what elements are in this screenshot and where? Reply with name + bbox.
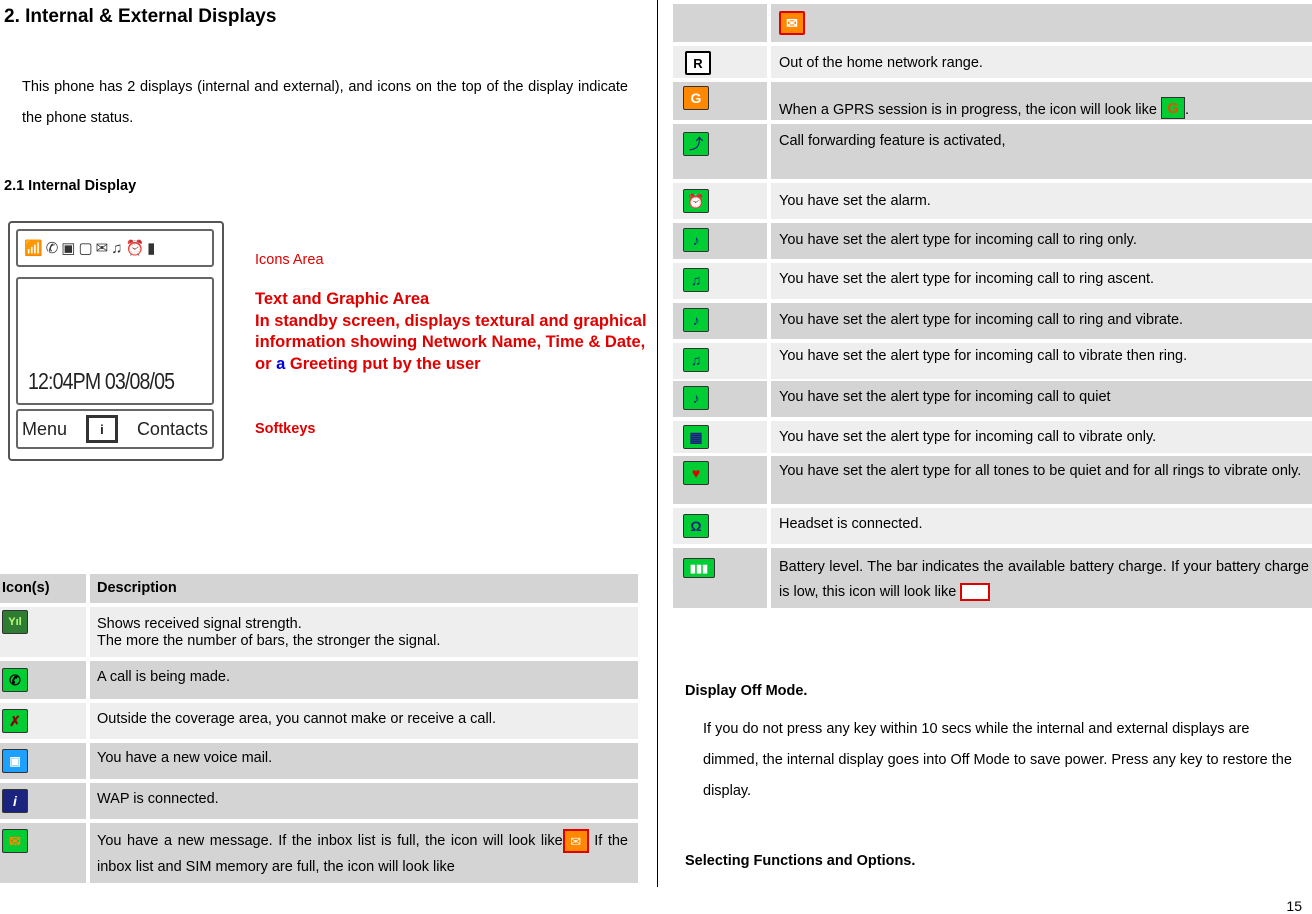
row-desc: You have set the alert type for incoming call to ring and vibrate.	[779, 312, 1184, 328]
row-desc: You have a new voice mail.	[97, 750, 273, 766]
col-icon-header: Icon(s)	[2, 580, 50, 596]
alarm-icon: ⏰	[125, 240, 145, 257]
softkey-menu[interactable]: Menu	[22, 418, 68, 439]
text-area-a: a	[276, 354, 286, 373]
table-row	[673, 421, 767, 453]
wap-icon: i	[2, 789, 28, 813]
battery-low-icon	[960, 583, 990, 601]
table-row	[673, 82, 767, 120]
page-title: 2. Internal & External Displays	[4, 6, 277, 27]
ring-ascent-icon: ♫	[683, 268, 709, 292]
table-row	[771, 456, 1312, 504]
roaming-icon: R	[685, 51, 711, 75]
clock-date: 12:04PM 03/08/05	[28, 368, 175, 394]
box-icon: ▢	[78, 240, 93, 257]
softkey-contacts[interactable]: Contacts	[136, 418, 208, 439]
inbox-full-icon: ✉	[563, 829, 589, 853]
icons-area	[16, 229, 214, 267]
table-row	[90, 703, 638, 739]
phone-display-illustration	[8, 221, 224, 461]
row-desc	[779, 555, 1309, 605]
no-service-icon: ✗	[2, 709, 28, 733]
gprs-icon: G	[683, 86, 709, 110]
display-off-heading: Display Off Mode.	[685, 683, 808, 699]
table-row	[771, 223, 1312, 259]
table-row	[771, 82, 1312, 120]
table-row	[673, 124, 767, 179]
table-row	[771, 124, 1312, 179]
text-area-desc-end: Greeting put by the user	[285, 354, 481, 373]
battery-icon: ▮	[147, 240, 156, 257]
info-softkey-icon[interactable]: i	[86, 415, 118, 443]
softkeys-label: Softkeys	[255, 421, 316, 437]
quiet-icon: ♪	[683, 386, 709, 410]
table-row	[0, 743, 86, 779]
row-desc-part2: If the inbox list and SIM memory are full, the icon will look like	[97, 833, 628, 875]
row-desc: You have set the alarm.	[779, 193, 931, 209]
selecting-heading: Selecting Functions and Options.	[685, 853, 916, 869]
table-row	[771, 508, 1312, 544]
row-desc: Outside the coverage area, you cannot make or receive a call.	[97, 711, 496, 727]
text-graphic-area	[16, 277, 214, 405]
table-row	[673, 456, 767, 504]
row-desc: Out of the home network range.	[779, 55, 983, 71]
voicemail-icon: ▣	[61, 240, 76, 257]
row-desc-text: Battery level. The bar indicates the available battery charge. If your battery charge is low, this icon will look like	[779, 559, 1309, 600]
alarm-icon: ⏰	[683, 189, 709, 213]
inbox-full-icon: ✉	[779, 11, 805, 35]
message-icon: ✉	[95, 240, 109, 257]
call-icon: ✆	[45, 240, 59, 257]
text-area-label	[255, 289, 650, 375]
row-desc-end: .	[1185, 102, 1190, 118]
text-area-desc: In standby screen, displays textural and graphical information showing Network Name, Time & Date, or	[255, 311, 647, 373]
message-icon: ✉	[2, 829, 28, 853]
table-row	[673, 183, 767, 219]
call-forward-icon: ⤴	[683, 132, 709, 156]
page-number: 15	[1286, 898, 1302, 914]
table-row	[0, 661, 86, 699]
table-row	[673, 548, 767, 608]
table-row	[771, 381, 1312, 417]
ring-icon: ♫	[111, 239, 123, 257]
section-heading: 2.1 Internal Display	[4, 178, 137, 194]
table-row	[0, 703, 86, 739]
row-desc: You have set the alert type for incoming call to vibrate then ring.	[779, 348, 1188, 364]
row-desc-line2: The more the number of bars, the stronger the signal.	[97, 633, 441, 649]
row-desc: You have set the alert type for incoming call to ring ascent.	[779, 271, 1155, 287]
table-row	[673, 508, 767, 544]
row-desc: Call forwarding feature is activated,	[779, 133, 1006, 149]
table-row	[673, 263, 767, 299]
table-row	[90, 607, 638, 657]
table-row	[673, 223, 767, 259]
row-desc: A call is being made.	[97, 669, 230, 685]
table-row	[771, 421, 1312, 453]
table-row	[673, 303, 767, 339]
table-row	[673, 381, 767, 417]
signal-icon: 📶	[24, 240, 43, 257]
table-row	[0, 783, 86, 819]
row-desc: You have set the alert type for incoming call to ring only.	[779, 232, 1137, 248]
table-row	[90, 783, 638, 819]
headset-icon: Ω	[683, 514, 709, 538]
row-desc: Headset is connected.	[779, 516, 923, 532]
row-desc: You have set the alert type for all tones to be quiet and for all rings to vibrate only.	[779, 463, 1302, 479]
battery-icon: ▮▮▮	[683, 558, 715, 578]
table-row	[771, 4, 1312, 42]
vibrate-icon: ▦	[683, 425, 709, 449]
text-area-title: Text and Graphic Area	[255, 290, 430, 308]
icons-area-label: Icons Area	[255, 252, 324, 268]
vibrate-ring-icon: ♫	[683, 348, 709, 372]
table-row	[0, 607, 86, 657]
table-row	[771, 548, 1312, 608]
row-desc: WAP is connected.	[97, 791, 219, 807]
col-desc-header: Description	[97, 580, 177, 596]
table-row	[673, 4, 767, 42]
gprs-active-icon: G	[1161, 97, 1185, 119]
row-desc	[97, 616, 440, 650]
row-desc	[779, 97, 1189, 119]
row-desc-line1: Shows received signal strength.	[97, 616, 302, 632]
call-icon: ✆	[2, 668, 28, 692]
row-desc-text: When a GPRS session is in progress, the icon will look like	[779, 102, 1157, 118]
table-row	[673, 46, 767, 78]
table-row	[673, 343, 767, 379]
table-header-cell	[90, 574, 638, 603]
table-row	[771, 263, 1312, 299]
table-row	[771, 303, 1312, 339]
row-desc-part1: You have a new message. If the inbox list is full, the icon will look like	[97, 833, 563, 849]
column-divider	[657, 0, 658, 887]
table-row	[90, 823, 638, 883]
table-row	[771, 46, 1312, 78]
row-desc: You have set the alert type for incoming call to vibrate only.	[779, 429, 1157, 445]
table-row	[0, 823, 86, 883]
signal-icon: Yıl	[2, 610, 28, 634]
voicemail-icon: ▣	[2, 749, 28, 773]
ring-vibrate-icon: ♪	[683, 308, 709, 332]
table-row	[90, 661, 638, 699]
table-row	[771, 183, 1312, 219]
softkeys-bar	[16, 409, 214, 449]
table-row	[771, 343, 1312, 379]
ring-icon: ♪	[683, 228, 709, 252]
row-desc	[97, 828, 628, 880]
table-row	[90, 743, 638, 779]
row-desc: You have set the alert type for incoming call to quiet	[779, 389, 1111, 405]
display-off-paragraph: If you do not press any key within 10 secs while the internal and external displays are dimmed, the internal display goes into Off Mode to save power. Press any key to restore the display.	[703, 721, 1292, 799]
intro-paragraph: This phone has 2 displays (internal and external), and icons on the top of the display indicate the phone status.	[22, 79, 628, 126]
silent-vibrate-icon: ♥	[683, 461, 709, 485]
table-header-cell	[0, 574, 86, 603]
